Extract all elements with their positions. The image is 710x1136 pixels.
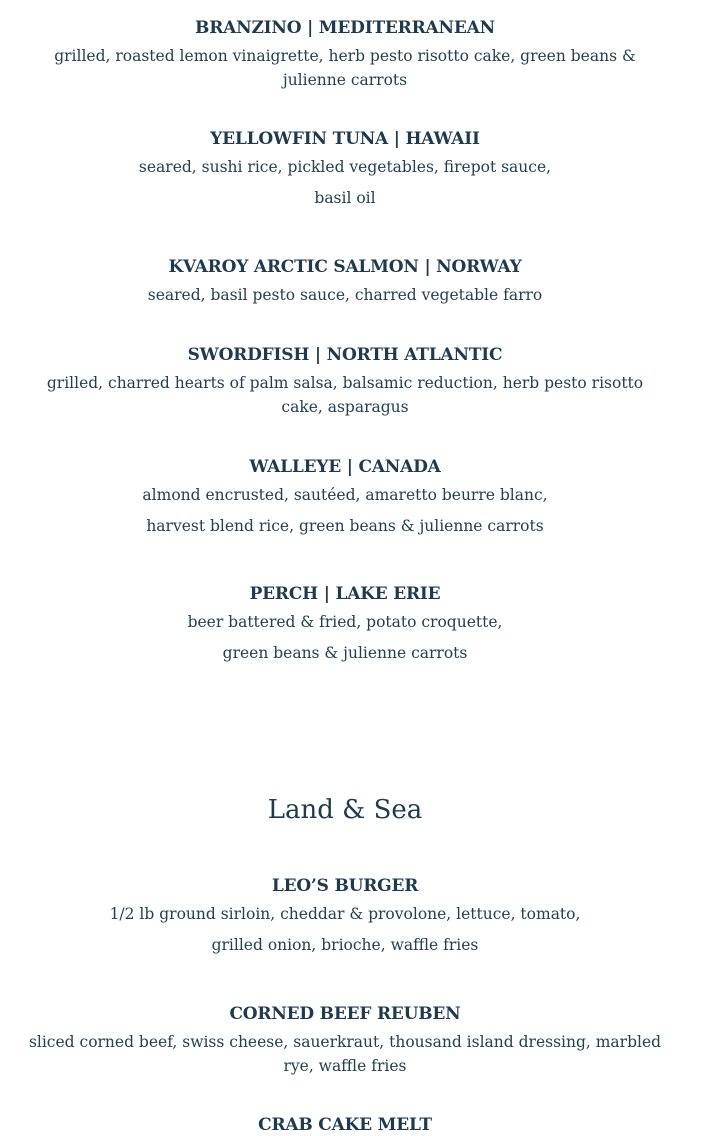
item-description: sliced corned beef, swiss cheese, sauerkraut, thousand island dressing, marbled rye, waffle fries (28, 1033, 662, 1075)
menu-item-crab-cake-melt (0, 1114, 690, 1136)
menu-item-walleye (0, 456, 690, 542)
item-title: YELLOWFIN TUNA | HAWAII (210, 129, 480, 149)
item-description-line: grilled onion, brioche, waffle fries (211, 936, 479, 954)
menu-item-swordfish (0, 344, 690, 419)
item-description-line: 1/2 lb ground sirloin, cheddar & provolone, lettuce, tomato, (109, 905, 581, 923)
menu-item-branzino (0, 17, 690, 92)
item-title: LEO’S BURGER (271, 876, 419, 896)
item-description-line: almond encrusted, sautéed, amaretto beurre blanc, (142, 486, 548, 504)
item-title: CRAB CAKE MELT (258, 1115, 432, 1135)
item-description: seared, basil pesto sauce, charred vegetable farro (147, 286, 543, 304)
item-description-line: beer battered & fried, potato croquette, (187, 613, 503, 631)
item-description-line: basil oil (314, 189, 376, 207)
item-title: BRANZINO | MEDITERRANEAN (195, 18, 495, 38)
item-description-line: seared, sushi rice, pickled vegetables, firepot sauce, (138, 158, 552, 176)
item-description: grilled, charred hearts of palm salsa, balsamic reduction, herb pesto risotto cake, asparagus (46, 374, 644, 416)
menu-item-yellowfin-tuna (0, 128, 690, 214)
item-description-line: harvest blend rice, green beans & julienne carrots (146, 517, 544, 535)
item-description-line: green beans & julienne carrots (222, 644, 468, 662)
menu-item-perch (0, 583, 690, 669)
item-title: WALLEYE | CANADA (249, 457, 441, 477)
section-heading-land-and-sea: Land & Sea (267, 795, 423, 825)
menu-item-corned-beef-reuben (0, 1003, 690, 1078)
item-title: CORNED BEEF REUBEN (229, 1004, 461, 1024)
item-description: grilled, roasted lemon vinaigrette, herb pesto risotto cake, green beans & julienne carrots (54, 47, 636, 89)
item-title: PERCH | LAKE ERIE (249, 584, 441, 604)
item-title: SWORDFISH | NORTH ATLANTIC (187, 345, 503, 365)
menu-item-arctic-salmon (0, 256, 690, 307)
item-title: KVAROY ARCTIC SALMON | NORWAY (168, 257, 522, 277)
menu-item-leos-burger (0, 875, 690, 961)
